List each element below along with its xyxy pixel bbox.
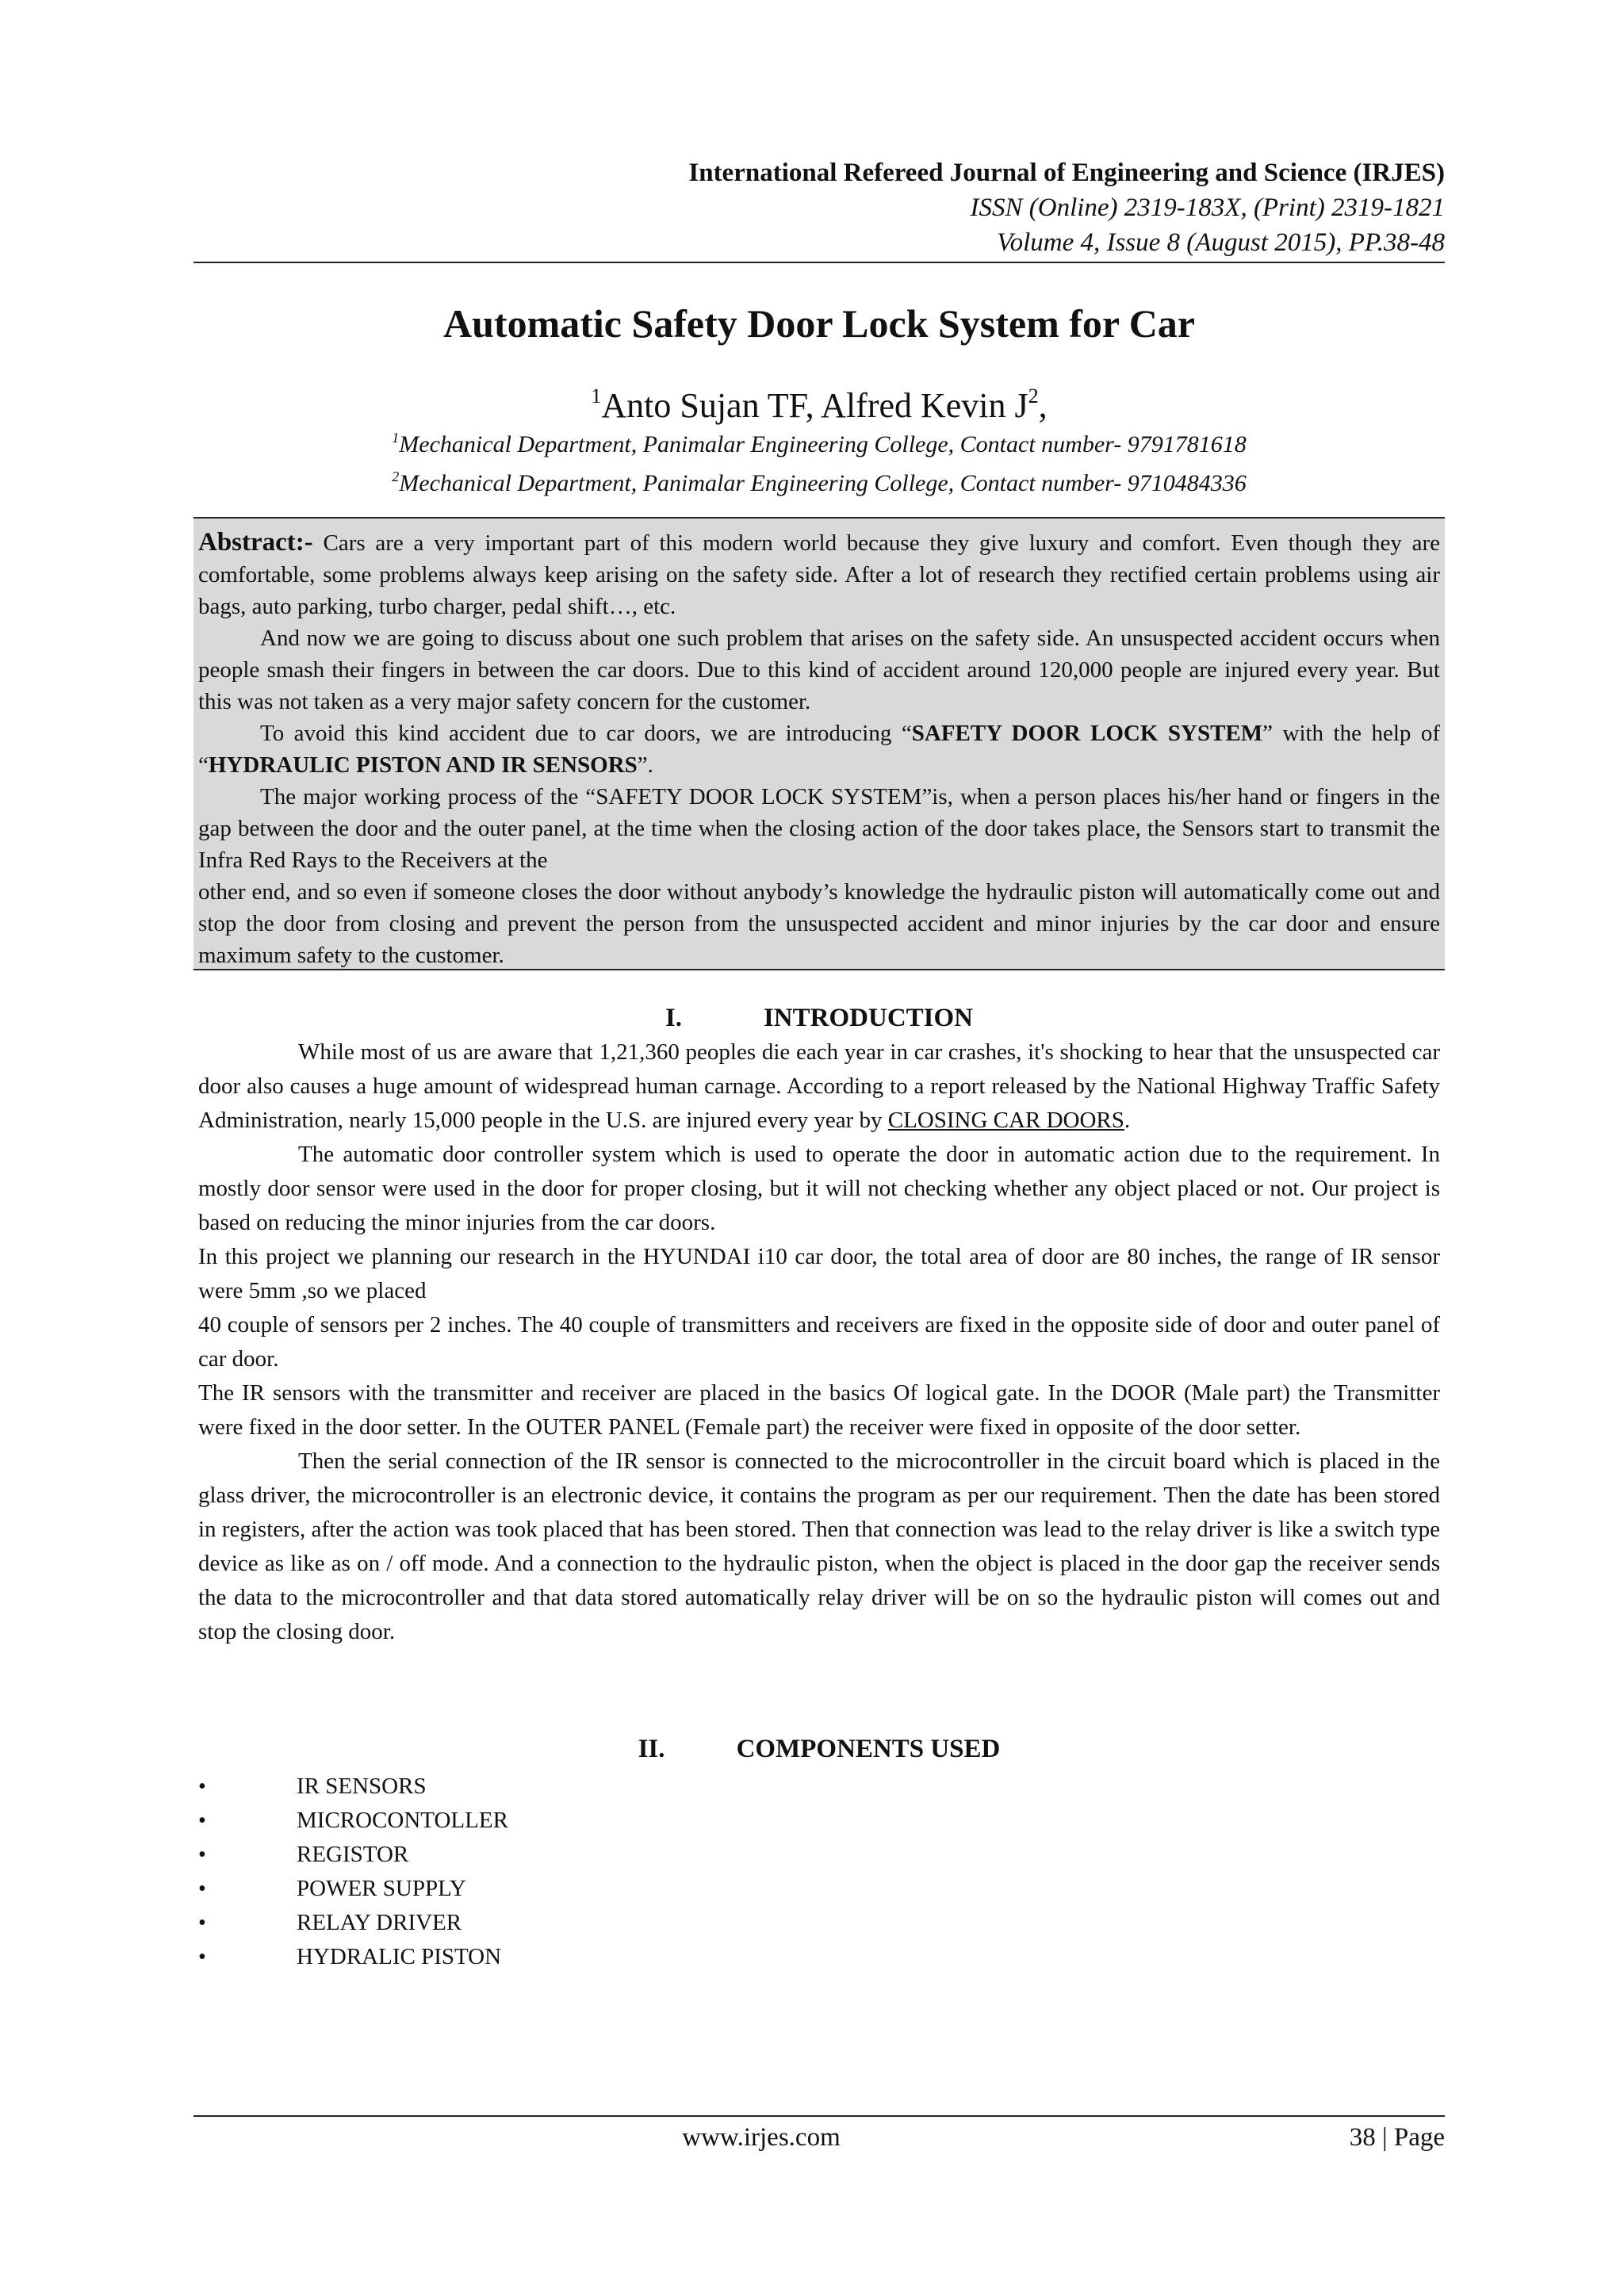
body-link[interactable]: CLOSING CAR DOORS — [887, 1108, 1124, 1133]
body-paragraph — [198, 1035, 1440, 1138]
abstract-box — [193, 517, 1445, 970]
body-paragraph: 40 couple of sensors per 2 inches. The 40 couple of transmitters and receivers are fixed in the opposite side of door and outer panel of car door. — [198, 1312, 1440, 1372]
section-number: II. — [638, 1735, 665, 1763]
list-item — [198, 1804, 508, 1838]
list-item — [198, 1940, 508, 1974]
abstract-text: To avoid this kind accident due to car doors, we are introducing “ — [260, 721, 912, 746]
abstract-paragraph: And now we are going to discuss about one such problem that arises on the safety side. An unsuspected accident occurs when people smash their fingers in between the car doors. Due to this kind of accident around 120,000 people are injured every year. But this was not taken as a very major safety concern for the customer. — [198, 626, 1440, 714]
footer-page-number: 38 | Page — [1349, 2123, 1445, 2152]
affiliation-1 — [193, 422, 1445, 461]
body-text: While most of us are aware that 1,21,360 peoples die each year in car crashes, it's shocking to hear that the unsuspected car door also causes a huge amount of widespread human carnage. According to a report released by the National Highway Traffic Safety Administration, nearly 15,000 people in the U.S. are injured every year by — [198, 1039, 1440, 1133]
header-divider — [193, 262, 1445, 263]
journal-volume: Volume 4, Issue 8 (August 2015), PP.38-48 — [997, 228, 1445, 257]
bullet-icon: • — [198, 1774, 206, 1799]
bullet-icon: • — [198, 1843, 206, 1867]
abstract-text: ”. — [637, 752, 653, 778]
section-heading-components — [193, 1732, 1445, 1766]
bullet-icon: • — [198, 1808, 206, 1833]
abstract-paragraph: The major working process of the “SAFETY DOOR LOCK SYSTEM”is, when a person places his/her hand or fingers in the gap between the door and the outer panel, at the time when the closing action of the door takes place, the Sensors start to transmit the Infra Red Rays to the Receivers at the — [198, 784, 1440, 873]
abstract-paragraph — [198, 526, 1440, 622]
components-list — [198, 1770, 508, 1974]
list-item — [198, 1838, 508, 1872]
journal-title: International Refereed Journal of Engineering and Science (IRJES) — [688, 159, 1445, 187]
section-title: COMPONENTS USED — [736, 1735, 1001, 1763]
journal-issn: ISSN (Online) 2319-183X, (Print) 2319-1821 — [970, 193, 1445, 222]
abstract-text: Cars are a very important part of this modern world because they give luxury and comfort. Even though they are comfortable, some problems always keep arising on the safety side. After a lot of research they rectified certain problems using air bags, auto parking, turbo charger, pedal shift…, etc. — [198, 530, 1440, 619]
author-superscript-2: 2 — [1028, 385, 1039, 408]
journal-header — [573, 155, 1445, 260]
abstract-emphasis: SAFETY DOOR LOCK SYSTEM — [911, 721, 1263, 746]
abstract-text: ” with the help of “ — [198, 721, 1441, 778]
affiliation-2 — [193, 461, 1445, 499]
section-number: I. — [665, 1004, 683, 1032]
author-superscript-1: 1 — [591, 385, 602, 408]
introduction-body — [198, 1035, 1440, 1649]
abstract-label: Abstract:- — [198, 528, 313, 557]
paper-title: Automatic Safety Door Lock System for Car — [443, 301, 1195, 346]
list-item — [198, 1906, 508, 1940]
body-text: . — [1124, 1108, 1131, 1133]
list-item — [198, 1770, 508, 1804]
body-paragraph: In this project we planning our research in the HYUNDAI i10 car door, the total area of door are 80 inches, the range of IR sensor were 5mm ,so we placed — [198, 1244, 1440, 1303]
footer-divider — [193, 2115, 1445, 2117]
affiliation-superscript: 1 — [392, 430, 400, 446]
list-item-text: POWER SUPPLY — [297, 1876, 466, 1901]
list-item-text: IR SENSORS — [297, 1774, 427, 1799]
author-names-tail: , — [1038, 386, 1048, 425]
affiliation-text: Mechanical Department, Panimalar Engineering College, Contact number- 9791781618 — [399, 431, 1247, 457]
affiliations — [193, 422, 1445, 499]
body-paragraph: The automatic door controller system which is used to operate the door in automatic action due to the requirement. In mostly door sensor were used in the door for proper closing, but it will not checking whether any object placed or not. Our project is based on reducing the minor injuries from the car doors. — [198, 1142, 1440, 1235]
bullet-icon: • — [198, 1877, 206, 1901]
footer-website[interactable]: www.irjes.com — [682, 2123, 841, 2152]
affiliation-superscript: 2 — [392, 469, 400, 484]
list-item-text: RELAY DRIVER — [297, 1910, 462, 1935]
affiliation-text: Mechanical Department, Panimalar Engineering College, Contact number- 9710484336 — [399, 470, 1247, 496]
list-item-text: HYDRALIC PISTON — [297, 1944, 502, 1969]
body-paragraph: Then the serial connection of the IR sensor is connected to the microcontroller in the circuit board which is placed in the glass driver, the microcontroller is an electronic device, it contains the program as per our requirement. Then the date has been stored in registers, after the action was took placed that has been stored. Then that connection was lead to the relay driver is like a switch type device as like as on / off mode. And a connection to the hydraulic piston, when the object is placed in the door gap the receiver sends the data to the microcontroller and that data stored automatically relay driver will be on so the hydraulic piston will comes out and stop the closing door. — [198, 1448, 1440, 1644]
abstract-paragraph: other end, and so even if someone closes the door without anybody’s knowledge the hydraulic piston will automatically come out and stop the door from closing and prevent the person from the unsuspected accident and minor injuries by the car door and ensure maximum safety to the customer. — [198, 879, 1440, 968]
list-item-text: MICROCONTOLLER — [297, 1808, 508, 1833]
list-item — [198, 1872, 508, 1906]
abstract-paragraph — [198, 718, 1440, 781]
author-names: Anto Sujan TF, Alfred Kevin J — [601, 386, 1028, 425]
bullet-icon: • — [198, 1945, 206, 1969]
section-title: INTRODUCTION — [763, 1004, 974, 1032]
abstract-emphasis: HYDRAULIC PISTON AND IR SENSORS — [208, 752, 638, 778]
bullet-icon: • — [198, 1911, 206, 1935]
body-paragraph: The IR sensors with the transmitter and receiver are placed in the basics Of logical gate. In the DOOR (Male part) the Transmitter were fixed in the door setter. In the OUTER PANEL (Female part) the receiver were fixed in opposite of the door setter. — [198, 1380, 1440, 1440]
list-item-text: REGISTOR — [297, 1842, 409, 1867]
section-heading-introduction — [193, 1001, 1445, 1035]
